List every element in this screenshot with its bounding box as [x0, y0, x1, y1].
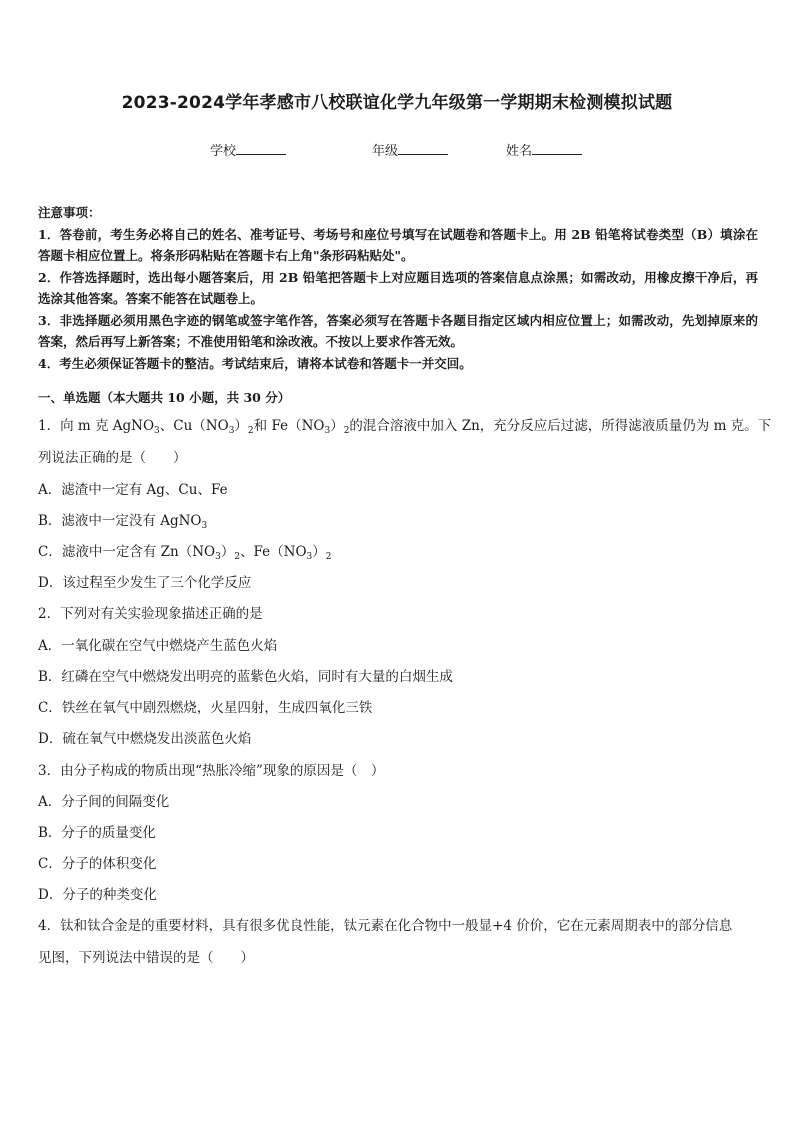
name-blank[interactable]: [532, 142, 582, 155]
notice-heading: 注意事项：: [38, 205, 101, 220]
notice-item: 3．非选择题必须用黑色字迹的钢笔或签字笔作答，答案必须写在答题卡各题目指定区域内相应位置上；如需改动，先划掉原来的答案，然后再写上新答案；不准使用铅笔和涂改液。不按以上要求作答无效。: [38, 312, 758, 349]
q4-stem-line2: 见图，下列说法中错误的是（ ）: [38, 950, 254, 966]
grade-field[interactable]: [372, 140, 448, 159]
school-field[interactable]: [210, 140, 286, 159]
section-title: 一、单选题（本大题共 10 小题，共 30 分）: [38, 390, 291, 405]
q3-option-a[interactable]: A．分子间的间隔变化: [38, 794, 170, 810]
q1-option-b[interactable]: B．滤液中一定没有 AgNO$_3$: [38, 513, 208, 531]
q2-option-d[interactable]: D．硫在氧气中燃烧发出淡蓝色火焰: [38, 731, 252, 747]
q1-stem-line2: 列说法正确的是（ ）: [38, 450, 187, 466]
q1-option-c[interactable]: C．滤液中一定含有 $Zn(NO_3)_2$、$Fe(NO_3)_2$: [38, 544, 332, 562]
notice-item: 4．考生必须保证答题卡的整洁。考试结束后，请将本试卷和答题卡一并交回。: [38, 355, 472, 371]
school-blank[interactable]: [236, 142, 286, 155]
q1-option-a[interactable]: A．滤渣中一定有 Ag、Cu、Fe: [38, 482, 228, 498]
q1-option-d[interactable]: D．该过程至少发生了三个化学反应: [38, 575, 252, 591]
q2-option-a[interactable]: A．一氧化碳在空气中燃烧产生蓝色火焰: [38, 638, 278, 654]
q4-stem-line1: 4．钛和钛合金是的重要材料，具有很多优良性能，钛元素在化合物中一般显+4 价价，它在元素周期表中的部分信息: [38, 918, 733, 934]
q3-option-c[interactable]: C．分子的体积变化: [38, 856, 157, 872]
student-info-row: [0, 140, 794, 160]
notice-block: [38, 202, 758, 374]
page-title: 2023-2024学年孝感市八校联谊化学九年级第一学期期末检测模拟试题: [121, 93, 673, 113]
q2-option-b[interactable]: B．红磷在空气中燃烧发出明亮的蓝紫色火焰，同时有大量的白烟生成: [38, 669, 453, 685]
q3-option-d[interactable]: D．分子的种类变化: [38, 887, 157, 903]
grade-label: 年级: [372, 144, 399, 159]
q1-stem-line1: 1．向 m 克 AgNO$_3$、$Cu(NO_3)_2$和 $Fe(NO_3)_2$的混合溶液中加入 Zn，充分反应后过滤，所得滤液质量仍为 m 克。下: [38, 418, 772, 436]
notice-item: 2．作答选择题时，选出每小题答案后，用 2B 铅笔把答题卡上对应题目选项的答案信息点涂黑；如需改动，用橡皮擦干净后，再选涂其他答案。答案不能答在试题卷上。: [38, 269, 758, 306]
q2-stem: 2．下列对有关实验现象描述正确的是: [38, 606, 263, 622]
name-label: 姓名: [506, 144, 533, 159]
grade-blank[interactable]: [398, 142, 448, 155]
q3-option-b[interactable]: B．分子的质量变化: [38, 825, 156, 841]
q3-stem: 3．由分子构成的物质出现“热胀冷缩”现象的原因是（ ）: [38, 763, 385, 779]
notice-item: 1．答卷前，考生务必将自己的姓名、准考证号、考场号和座位号填写在试题卷和答题卡上。用 2B 铅笔将试卷类型（B）填涂在答题卡相应位置上。将条形码粘贴在答题卡右上角"条形码粘贴处"。: [38, 226, 758, 263]
school-label: 学校: [210, 144, 237, 159]
name-field[interactable]: [506, 140, 582, 159]
q2-option-c[interactable]: C．铁丝在氧气中剧烈燃烧，火星四射，生成四氧化三铁: [38, 700, 373, 716]
